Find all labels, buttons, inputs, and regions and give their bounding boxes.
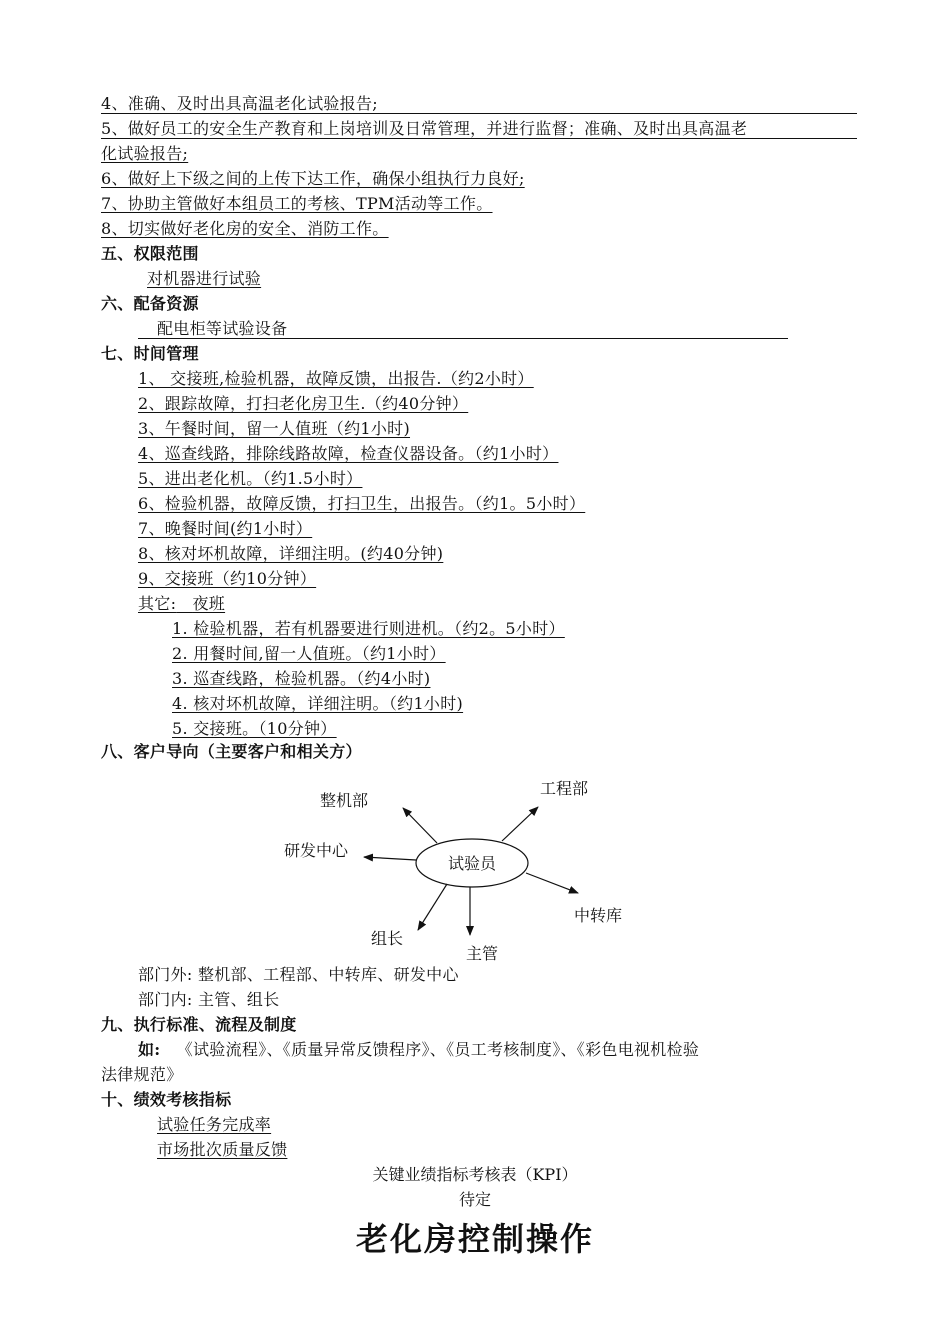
node-transfer-store: 中转库 bbox=[574, 906, 623, 925]
duty-line-7: 7、协助主管做好本组员工的考核、TPM活动等工作。 bbox=[101, 194, 493, 213]
night-item-3: 3. 巡查线路，检验机器。（约4小时) bbox=[172, 669, 431, 688]
node-supervisor: 主管 bbox=[466, 944, 499, 963]
section-time-heading: 七、时间管理 bbox=[101, 344, 199, 363]
section-kpi-heading: 十、绩效考核指标 bbox=[101, 1090, 232, 1109]
day-item-5: 5、进出老化机。（约1.5小时） bbox=[138, 469, 363, 488]
next-section-title: 老化房控制操作 bbox=[355, 1220, 594, 1258]
standards-prefix: 如: bbox=[138, 1040, 161, 1059]
duty-line-4: 4、准确、及时出具高温老化试验报告; bbox=[101, 94, 378, 113]
section-resources-heading: 六、配备资源 bbox=[101, 294, 199, 313]
night-shift-label: 夜班 bbox=[192, 594, 226, 613]
node-complete-machine: 整机部 bbox=[320, 791, 369, 810]
external-departments: 部门外: 整机部、工程部、中转库、研发中心 bbox=[138, 965, 459, 984]
arrow-to-transfer-store bbox=[526, 873, 578, 893]
arrow-to-team-leader bbox=[418, 884, 447, 930]
day-item-2: 2、跟踪故障，打扫老化房卫生.（约40分钟） bbox=[138, 394, 469, 413]
duty-line-8: 8、切实做好老化房的安全、消防工作。 bbox=[101, 219, 389, 238]
day-item-4: 4、巡查线路，排除线路故障，检查仪器设备。（约1小时） bbox=[138, 444, 559, 463]
section-standards-heading: 九、执行标准、流程及制度 bbox=[101, 1015, 297, 1034]
kpi-item-1: 试验任务完成率 bbox=[157, 1115, 272, 1134]
arrow-to-complete-machine bbox=[403, 808, 437, 843]
node-rd-center: 研发中心 bbox=[284, 841, 349, 860]
other-label-text: 其它: bbox=[138, 594, 177, 613]
section-authority-heading: 五、权限范围 bbox=[101, 244, 199, 263]
night-item-4: 4. 核对坏机故障，详细注明。（约1小时) bbox=[172, 694, 464, 713]
duty-line-5: 5、做好员工的安全生产教育和上岗培训及日常管理，并进行监督；准确、及时出具高温老 bbox=[101, 119, 748, 138]
day-item-7: 7、晚餐时间(约1小时） bbox=[138, 519, 313, 538]
kpi-table-title: 关键业绩指标考核表（KPI） bbox=[372, 1165, 578, 1184]
authority-text: 对机器进行试验 bbox=[147, 269, 262, 288]
arrow-to-engineering bbox=[502, 807, 538, 841]
day-item-8: 8、核对坏机故障，详细注明。(约40分钟) bbox=[138, 544, 444, 563]
day-item-3: 3、午餐时间，留一人值班（约1小时) bbox=[138, 419, 411, 438]
kpi-item-2: 市场批次质量反馈 bbox=[157, 1140, 288, 1159]
node-team-leader: 组长 bbox=[371, 929, 404, 948]
standards-line-1 bbox=[138, 1039, 699, 1061]
arrow-to-rd bbox=[364, 857, 416, 860]
night-item-1: 1. 检验机器，若有机器要进行则进机。（约2。5小时） bbox=[172, 619, 565, 638]
duty-line-5-cont: 化试验报告; bbox=[101, 144, 189, 163]
center-node-label: 试验员 bbox=[447, 854, 497, 873]
kpi-status: 待定 bbox=[458, 1190, 491, 1209]
day-item-1: 1、 交接班,检验机器，故障反馈，出报告.（约2小时） bbox=[138, 369, 534, 388]
standards-list: 《试验流程》、《质量异常反馈程序》、《员工考核制度》、《彩色电视机检验 bbox=[176, 1040, 700, 1059]
duty-line-6: 6、做好上下级之间的上传下达工作，确保小组执行力良好; bbox=[101, 169, 525, 188]
day-item-6: 6、检验机器，故障反馈，打扫卫生，出报告。（约1。5小时） bbox=[138, 494, 586, 513]
resources-text: 配电柜等试验设备 bbox=[157, 319, 288, 338]
day-item-9: 9、交接班（约10分钟） bbox=[138, 569, 317, 588]
standards-line-2: 法律规范》 bbox=[101, 1065, 183, 1084]
node-engineering: 工程部 bbox=[540, 779, 589, 798]
night-item-5: 5. 交接班。（10分钟） bbox=[172, 719, 337, 738]
internal-departments: 部门内: 主管、组长 bbox=[138, 990, 280, 1009]
section-customer-heading: 八、客户导向（主要客户和相关方） bbox=[101, 742, 362, 761]
night-item-2: 2. 用餐时间,留一人值班。（约1小时） bbox=[172, 644, 446, 663]
